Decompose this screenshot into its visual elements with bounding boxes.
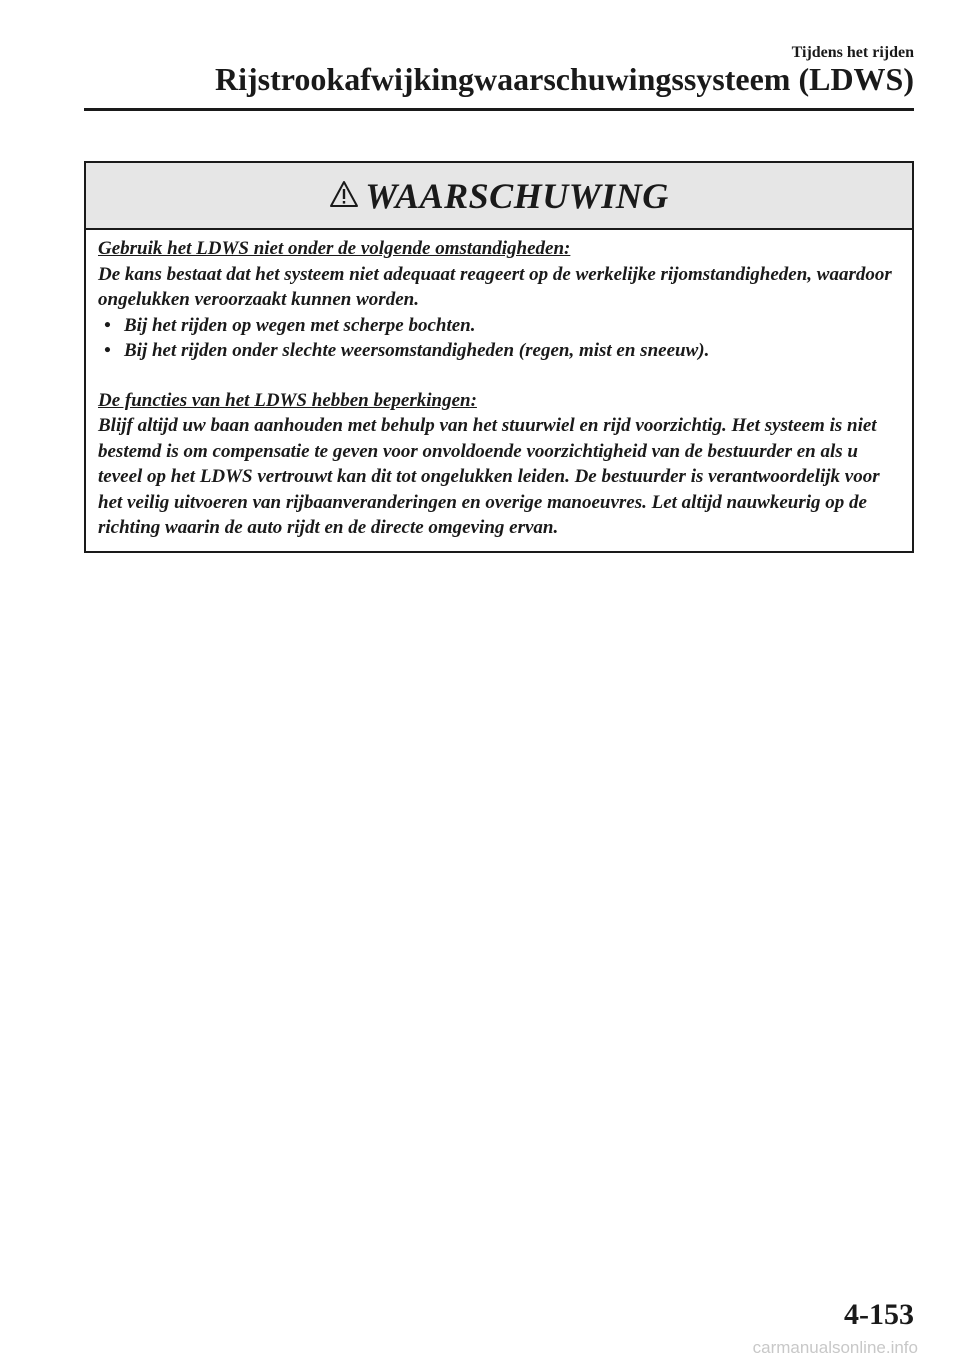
header-divider [84,108,914,111]
warning-text-conditions: De kans bestaat dat het systeem niet adequaat reageert op de werkelijke rijomstandigheden, waardoor ongelukken veroorzaakt kunnen worden. [98,263,892,310]
paragraph-spacer [98,364,900,388]
warning-label: WAARSCHUWING [365,175,669,216]
warning-triangle-icon [329,179,359,209]
list-item [98,338,900,364]
warning-text-limitations: Blijf altijd uw baan aanhouden met behulp van het stuurwiel en rijd voorzichtig. Het systeem is niet bestemd is om compensatie te geven voor onvoldoende voorzichtigheid van de bestuurder en als u teveel op het LDWS vertrouwt kan dit tot ongelukken leiden. De bestuurder is verantwoordelijk voor het veilig uitvoeren van rijbaanveranderingen en overige manoeuvres. Let altijd nauwkeurig op de richting waarin de auto rijdt en de directe omgeving ervan. [98,415,880,538]
page-title: Rijstrookafwijkingwaarschuwingssysteem (LDWS) [215,61,914,97]
bullet-text: Bij het rijden op wegen met scherpe bochten. [124,314,476,336]
warning-bullet-list [98,313,900,364]
warning-header [86,163,912,230]
bullet-text: Bij het rijden onder slechte weersomstandigheden (regen, mist en sneeuw). [124,340,710,361]
bullet-icon: • [104,340,111,361]
page-number: 4-153 [844,1298,914,1331]
warning-heading-limitations: De functies van het LDWS hebben beperkingen: [98,389,477,411]
warning-heading-conditions: Gebruik het LDWS niet onder de volgende omstandigheden: [98,238,571,259]
section-label: Tijdens het rijden [791,44,914,61]
warning-body [86,230,912,551]
list-item [98,313,900,339]
warning-box [84,161,914,553]
watermark: carmanualsonline.info [752,1338,918,1357]
bullet-icon: • [104,314,111,336]
